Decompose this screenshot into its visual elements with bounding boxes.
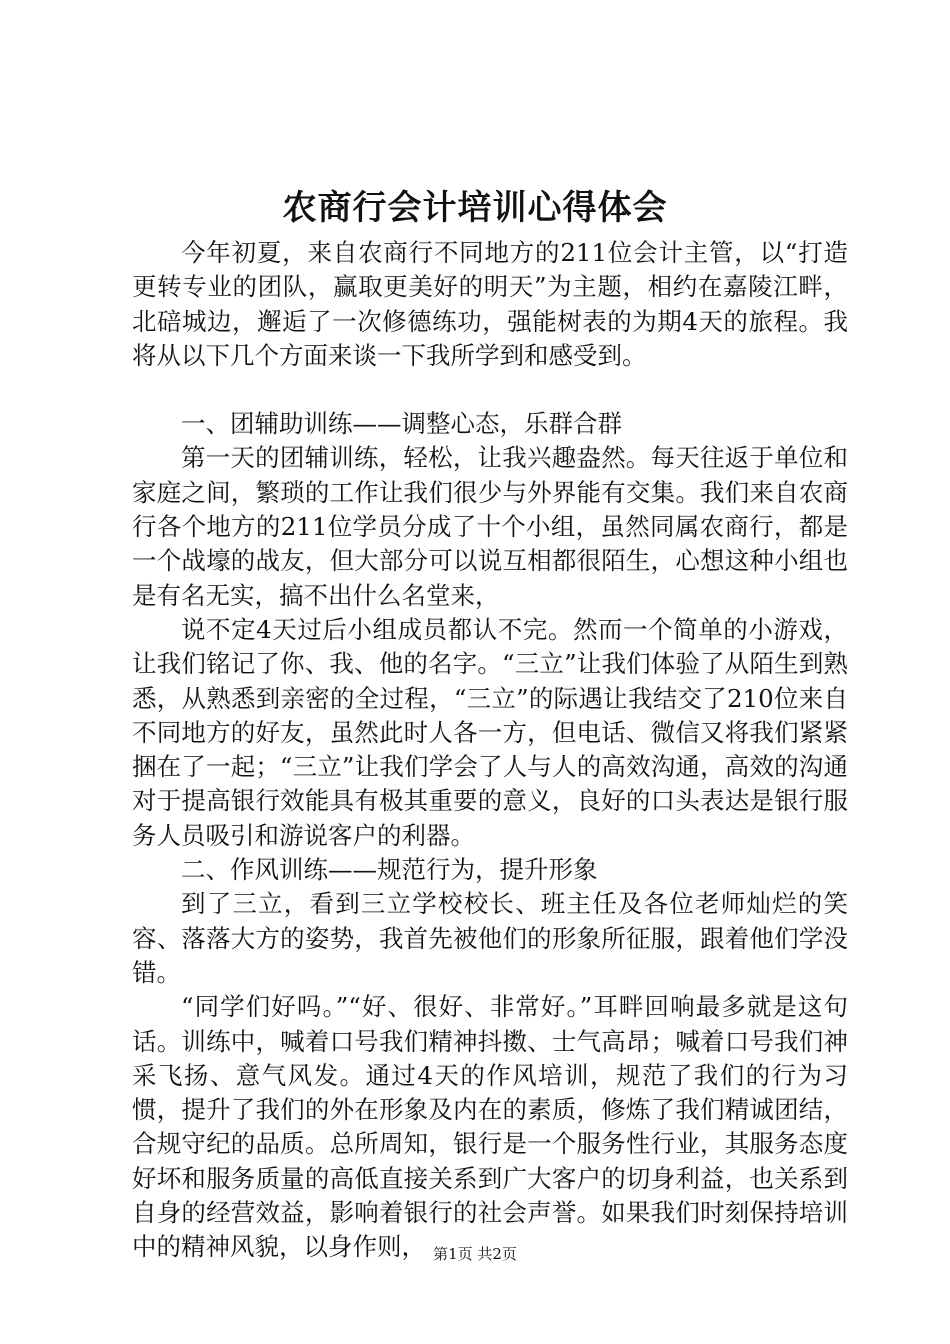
page-footer: 第1页 共2页 [433, 1245, 517, 1263]
paragraph-sanli-experience: 说不定4天过后小组成员都认不完。然而一个简单的小游戏，让我们铭记了你、我、他的名字。“三立”让我们体验了从陌生到熟悉，从熟悉到亲密的全过程，“三立”的际遇让我结交了210位来自不同地方的好友，虽然此时人各一方，但电话、微信又将我们紧紧捆在了一起；“三立”让我们学会了人与人的高效沟通，高效的沟通对于提高银行效能具有极其重要的意义，良好的口头表达是银行服务人员吸引和游说客户的利器。 [132, 614, 848, 850]
section-heading-1: 一、团辅助训练——调整心态，乐群合群 [181, 409, 622, 439]
paragraph-spacer [132, 373, 848, 407]
paragraph-intro: 今年初夏，来自农商行不同地方的211位会计主管，以“打造更转专业的团队，赢取更美好的明天”为主题，相约在嘉陵江畔，北碚城边，邂逅了一次修德练功，强能树表的为期4天的旅程。我将从以下几个方面来谈一下我所学到和感受到。 [132, 238, 848, 370]
paragraph-team-training: 第一天的团辅训练，轻松，让我兴趣盎然。每天往返于单位和家庭之间，繁琐的工作让我们很少与外界能有交集。我们来自农商行各个地方的211位学员分成了十个小组，虽然同属农商行，都是一个战壕的战友，但大部分可以说互相都很陌生，心想这种小组也是有名无实，搞不出什么名堂来， [132, 443, 848, 610]
paragraph-style-training: “同学们好吗。”“好、很好、非常好。”耳畔回响最多就是这句话。训练中，喊着口号我们精神抖擞、士气高昂；喊着口号我们神采飞扬、意气风发。通过4天的作风培训，规范了我们的行为习惯，提升了我们的外在形象及内在的素质，修炼了我们精诚团结，合规守纪的品质。总所周知，银行是一个服务性行业，其服务态度好坏和服务质量的高低直接关系到广大客户的切身利益，也关系到自身的经营效益，影响着银行的社会声誉。如果我们时刻保持培训中的精神风貌，以身作则， [132, 992, 848, 1262]
section-heading-2: 二、作风训练——规范行为，提升形象 [181, 855, 598, 885]
paragraph-first-impression: 到了三立，看到三立学校校长、班主任及各位老师灿烂的笑容、落落大方的姿势，我首先被他们的形象所征服，跟着他们学没错。 [132, 889, 848, 987]
document-body [132, 236, 848, 1265]
document-title: 农商行会计培训心得体会 [282, 188, 668, 228]
